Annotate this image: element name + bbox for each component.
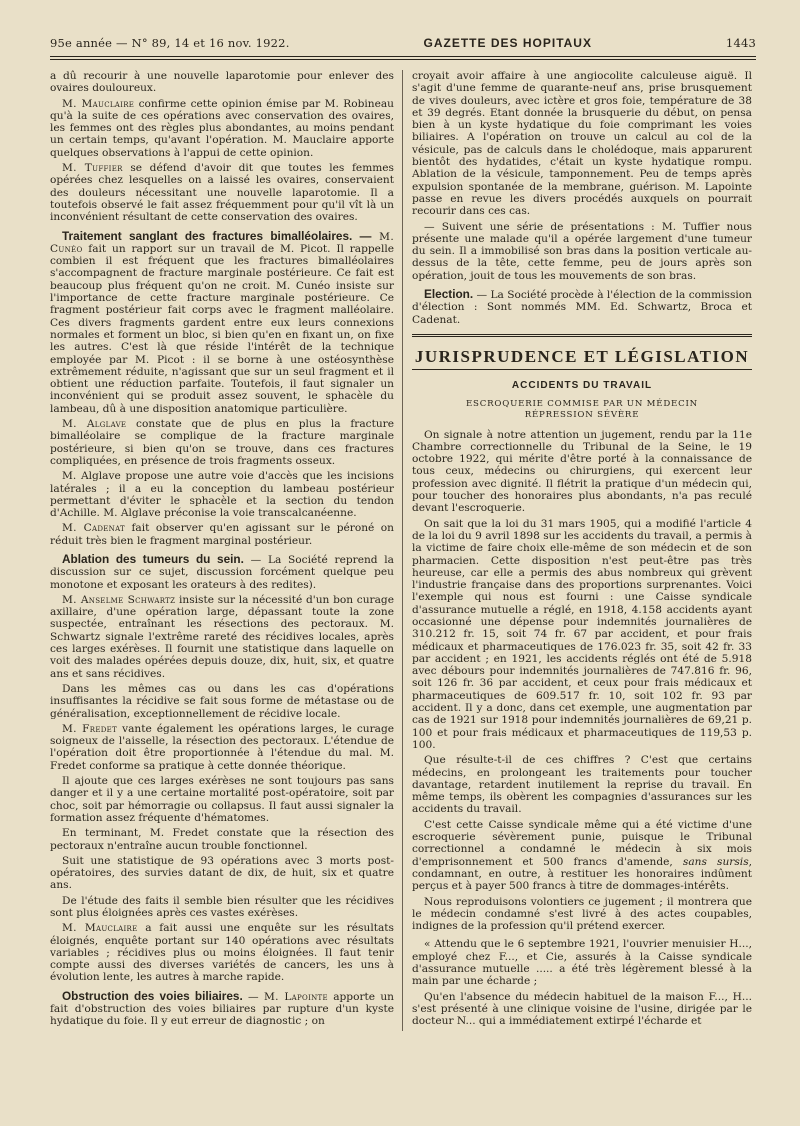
author-name: M. Mauclaire	[62, 922, 138, 935]
paragraph-text: insiste sur la nécessité d'un bon curage axillaire, d'une opération large, dépassant toute la zone suspectée, entraînant les résections des pectoraux. M. Schwartz signale l'extrême rareté des récidives locales, après ces larges exérèses. Il fournit une statistique dans laquelle on voit des malades opérées depuis douze, dix, huit, six, et quatre ans et sans récidives.	[50, 593, 394, 680]
jurisprudence-heading: JURISPRUDENCE ET LÉGISLATION	[412, 351, 752, 370]
header-rule	[50, 56, 756, 60]
author-name: M. Alglave	[62, 418, 127, 431]
jurisprudence-section	[412, 334, 752, 1028]
paragraph: Nous reproduisons volontiers ce jugement ; il montrera que le médecin condamné s'est livré à des actes coupables, indignes de la profession qu'il prétend exercer.	[412, 895, 752, 933]
text-columns	[50, 70, 756, 1031]
paragraph: a dû recourir à une nouvelle laparotomie pour enlever des ovaires douloureux.	[50, 70, 394, 95]
section-title: Obstruction des voies biliaires.	[62, 988, 243, 1003]
section-obstruction	[50, 990, 394, 1028]
column-divider	[402, 70, 403, 1031]
paragraph: On sait que la loi du 31 mars 1905, qui a modifié l'article 4 de la loi du 9 avril 1898 sur les accidents du travail, a permis à la victime de faire choix elle-même de son médecin et de son pharmacien. Cette disposition n'est peut-être pas très heureuse, car elle a permis des abus nombreux qui grèvent l'industrie française dans des proportions surprenantes. Voici l'exemple qui nous est fourni : une Caisse syndicale d'assurance mutuelle a réglé, en 1918, 4.158 accidents ayant occasionné une dépense pour indemnités journalières de 310.212 fr. 15, soit 74 fr. 67 par accident, et pour frais médicaux et pharmaceutiques de 176.023 fr. 35, soit 42 fr. 33 par accident ; en 1921, les accidents réglés ont été de 5.918 avec débours pour indemnités journalières de 747.816 fr. 96, soit 126 fr. 36 par accident, et ceux pour frais médicaux et pharmaceutiques de 609.517 fr. 10, soit 102 fr. 93 par accident. Il y a donc, dans cet exemple, une augmentation par cas de 1921 sur 1918 pour indemnités journalières de 69,21 p. 100 et pour frais médicaux et pharmaceutiques de 119,53 p. 100.	[412, 517, 752, 751]
section-tumeurs	[50, 553, 394, 591]
paragraph: Dans les mêmes cas ou dans les cas d'opérations insuffisantes la récidive se fait sous forme de métastase ou de généralisation, exceptionnellement de récidive locale.	[50, 682, 394, 720]
paragraph: En terminant, M. Fredet constate que la résection des pectoraux n'entraîne aucun trouble fonctionnel.	[50, 827, 394, 852]
page-header	[50, 36, 756, 50]
paragraph	[50, 594, 394, 680]
right-column	[412, 70, 752, 1031]
italic-text: sans sursis	[682, 855, 749, 868]
paragraph	[50, 98, 394, 159]
subheading-line: RÉPRESSION SÉVÈRE	[524, 409, 640, 420]
author-name: M. Fredet	[62, 722, 118, 735]
paragraph-text: se défend d'avoir dit que toutes les femmes opérées chez lesquelles on a laissé les ovaires, conservaient des douleurs nécessitant une nouvelle laparotomie. Il a toutefois observé le fait assez fréquemment pour qu'il vît là un inconvénient résultant de cette conservation des ovaires.	[50, 162, 394, 224]
author-name: M. Lapointe	[263, 990, 328, 1003]
paragraph: De l'étude des faits il semble bien résulter que les récidives sont plus éloignées après ces vastes exérèses.	[50, 894, 394, 919]
section-title: Traitement sanglant des fractures bimalléolaires. —	[62, 228, 372, 243]
author-name: M. Tuffier	[62, 162, 123, 175]
paragraph: Suit une statistique de 93 opérations avec 3 morts post-opératoires, des survies datant de dix, de huit, six et quatre ans.	[50, 854, 394, 892]
journal-title: GAZETTE DES HOPITAUX	[423, 36, 592, 50]
paragraph-text: — La Société procède à l'élection de la commission d'élection : Sont nommés MM. Ed. Schwartz, Broca et Cadenat.	[412, 289, 752, 326]
paragraph: — Suivent une série de présentations : M. Tuffier nous présente une malade qu'il a opérée largement d'une tumeur du sein. Il a immobilisé son bras dans la position verticale au-dessus de la tête, cette femme, peu de jours après son opération, jouit de tous les mouvements de son bras.	[412, 220, 752, 282]
paragraph	[50, 522, 394, 547]
paragraph	[50, 162, 394, 223]
paragraph: Qu'en l'absence du médecin habituel de la maison F..., H... s'est présenté à une clinique voisine de l'usine, dirigée par le docteur N... qui a immédiatement extirpé l'écharde et	[412, 990, 752, 1028]
page-number: 1443	[725, 36, 756, 50]
author-name: M. Cadenat	[62, 522, 126, 535]
paragraph: Il ajoute que ces larges exérèses ne sont toujours pas sans danger et il y a une certaine mortalité post-opératoire, soit par choc, soit par hémorragie ou collapsus. Il faut aussi signaler la formation assez fréquente d'hématomes.	[50, 775, 394, 824]
paragraph: On signale à notre attention un jugement, rendu par la 11e Chambre correctionnelle du Tribunal de la Seine, le 19 octobre 1922, qui mérite d'être porté à la connaissance de tous ceux, médecins ou chirurgiens, qui exercent leur profession avec dignité. Il flétrit la pratique d'un médecin qui, pour toucher des honoraires plus abondants, n'a pas reculé devant l'escroquerie.	[412, 428, 752, 515]
paragraph	[50, 922, 394, 983]
paragraph-text: a fait aussi une enquête sur les résultats éloignés, enquête portant sur 140 opérations avec résultats variables ; récidives plus ou moins éloignées. Il faut tenir compte aussi des diverses variétés de cancers, les uns à évolution lente, les autres à marche rapide.	[50, 922, 394, 984]
paragraph	[50, 723, 394, 772]
paragraph: M. Alglave propose une autre voie d'accès que les incisions latérales ; il a eu la conception du lambeau postérieur permettant d'éviter le sphacèle et la section du tendon d'Achille. M. Alglave préconise la voie transcalcanéenne.	[50, 470, 394, 520]
author-name: M. Anselme Schwartz	[62, 593, 176, 606]
paragraph-text: constate que de plus en plus la fracture bimalléolaire se complique de la fracture marginale postérieure, si bien qu'on se trouve, dans ces fractures compliquées, en présence de trois fragments osseux.	[50, 418, 394, 467]
paragraph-text: vante également les opérations larges, le curage soigneux de l'aisselle, la résection des pectoraux. L'étendue de l'opération doit être proportionnée à l'étendue du mal. M. Fredet conforme sa pratique à cette donnée théorique.	[50, 722, 395, 772]
subheading-escroquerie	[412, 399, 752, 421]
paragraph-text: confirme cette opinion émise par M. Robineau qu'à la suite de ces opérations avec conservation des ovaires, les femmes ont des règles plus abondantes, au moins pendant un certain temps, qu'avant l'opération. M. Mauclaire apporte quelques observations à l'appui de cette opinion.	[50, 97, 394, 159]
section-fractures	[50, 230, 394, 415]
section-title: Ablation des tumeurs du sein.	[62, 551, 244, 566]
left-column	[50, 70, 394, 1031]
paragraph-text: fait observer qu'en agissant sur le péroné on réduit très bien le fragment marginal postérieur.	[50, 522, 394, 547]
section-election	[412, 288, 752, 326]
paragraph	[412, 819, 752, 893]
section-title: Election.	[424, 287, 474, 302]
paragraph: croyait avoir affaire à une angiocolite calculeuse aiguë. Il s'agit d'une femme de quarante-neuf ans, prise brusquement de vives douleurs, avec ictère et gros foie, température de 38 et 39 degrés. Etant donnée la brusquerie du début, on pensa bien à un kyste hydatique du foie comprimant les voies biliaires. A l'opération on trouve un calcul au col de la vésicule, pas de calculs dans le cholédoque, mais apparurent bientôt des hydatides, c'était un kyste hydatique rompu. Ablation de la vésicule, tamponnement. Peu de temps après expulsion spontanée de la membrane, guérison. M. Lapointe passe en revue les divers procédés auxquels on pourrait recourir dans ces cas.	[412, 70, 752, 218]
paragraph	[50, 418, 394, 467]
issue-line: 95e année — N° 89, 14 et 16 nov. 1922.	[50, 36, 290, 50]
author-name: M. Mauclaire	[62, 97, 135, 110]
paragraph-text: C'est cette Caisse syndicale même qui a été victime d'une escroquerie sévèrement punie, puisque le Tribunal correctionnel a condamné le médecin à six mois d'emprisonnement et 500 francs d'amende,	[412, 818, 752, 868]
paragraph-text: fait un rapport sur un travail de M. Picot. Il rappelle combien il est fréquent que les fractures bimalléolaires s'accompagnent de fracture marginale postérieure. Ce fait est beaucoup plus fréquent qu'on ne croit. M. Cunéo insiste sur l'importance de cette fracture marginale postérieure. Ce fragment postérieur fait corps avec le fragment malléolaire. Ces divers fragments gardent entre eux leurs connexions normales et forment un bloc, si bien qu'en en fixant un, on fixe les autres. C'est là que réside l'intérêt de la technique employée par M. Picot : il se borne à une ostéosynthèse extrêmement réduite, n'agissant que sur un seul fragment et il obtient une réduction parfaite. Toutefois, il faut signaler un inconvénient qui se produit assez souvent, le sphacèle du lambeau, dû à une disposition anatomique particulière.	[50, 242, 394, 415]
paragraph-text: , condamnant, en outre, à restituer les honoraires indûment perçus et à payer 500 francs à titre de dommages-intérêts.	[412, 855, 753, 893]
paragraph-text: — La Société reprend la discussion sur ce sujet, discussion forcément quelque peu monotone et exposant les orateurs à des redites).	[50, 553, 394, 591]
quoted-judgment: « Attendu que le 6 septembre 1921, l'ouvrier menuisier H..., employé chez F..., et Cie, assurés à la Caisse syndicale d'assurance mutuelle ..... a été très légèrement blessé à la main par une écharde ;	[412, 938, 752, 988]
separator: —	[242, 990, 264, 1003]
paragraph: Que résulte-t-il de ces chiffres ? C'est que certains médecins, en prolongeant les traitements pour toucher davantage, retardent inutilement la reprise du travail. En même temps, ils obèrent les compagnies d'assurances sur les accidents du travail.	[412, 754, 752, 816]
subheading-accidents: ACCIDENTS DU TRAVAIL	[511, 380, 653, 392]
author-name: M. Cunéo	[50, 230, 394, 255]
paragraph-text: apporte un fait d'obstruction des voies biliaires par rupture d'un kyste hydatique du foie. Il y eut erreur de diagnostic ; on	[50, 990, 394, 1028]
subheading-line: ESCROQUERIE COMMISE PAR UN MÉDECIN	[465, 398, 698, 409]
